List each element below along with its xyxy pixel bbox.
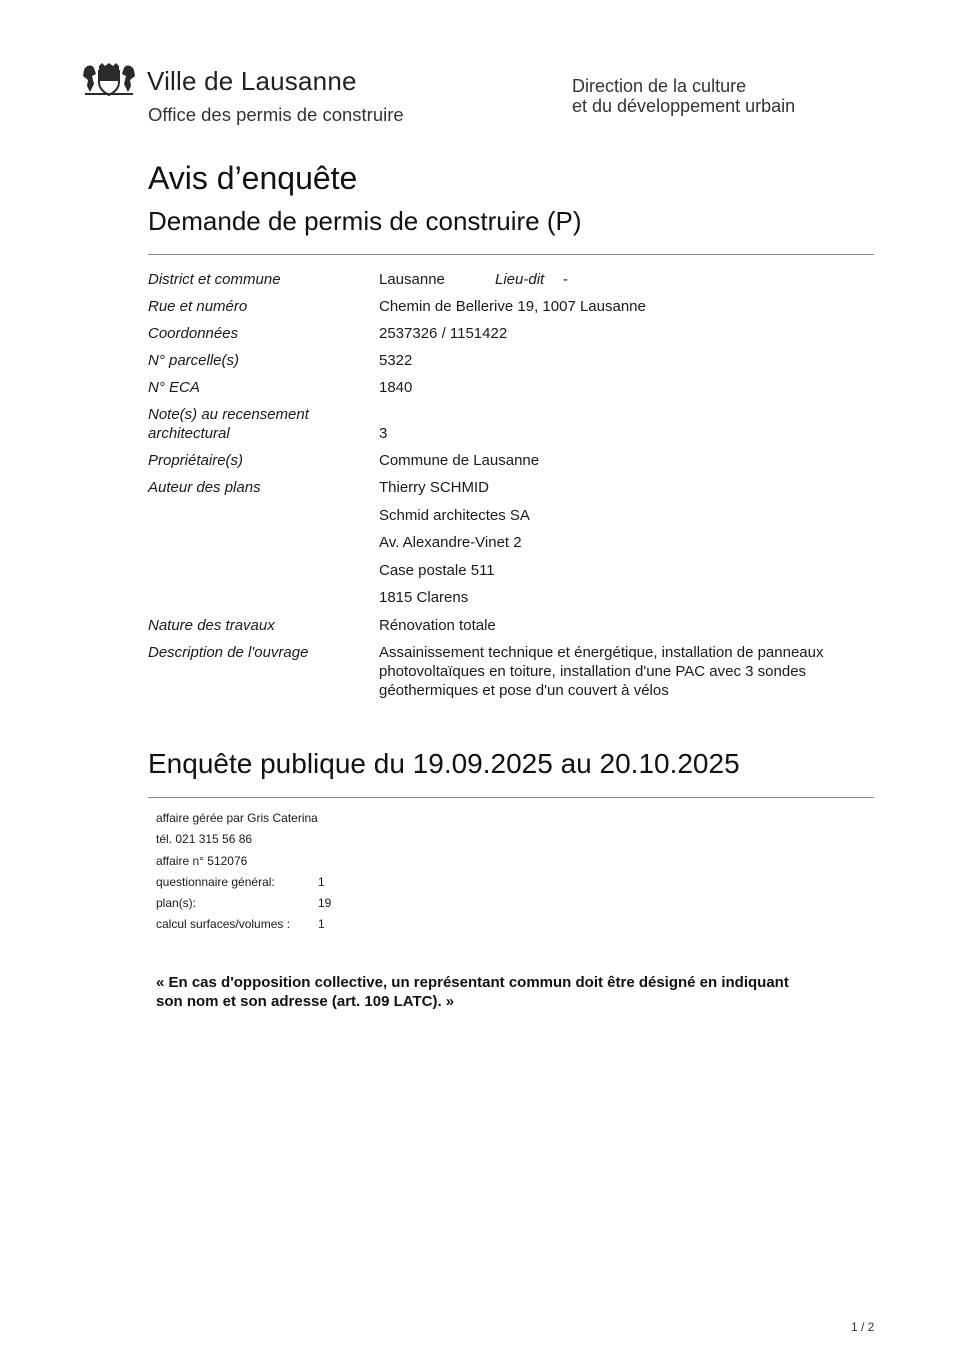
detail-row-street <box>148 297 878 324</box>
detail-row-author <box>148 478 878 616</box>
detail-row-parcel <box>148 351 878 378</box>
project-details <box>148 270 878 703</box>
phone: tél. 021 315 56 86 <box>156 832 253 847</box>
description-line: photovoltaïques en toiture, installation d'une PAC avec 3 sondes <box>379 663 807 680</box>
detail-label: Propriétaire(s) <box>148 452 244 469</box>
detail-value: 5322 <box>379 352 413 369</box>
admin-item-label: questionnaire général: <box>156 874 275 889</box>
detail-value: 3 <box>379 425 388 442</box>
detail-value <box>379 478 879 616</box>
detail-value <box>379 270 879 289</box>
description-line: géothermiques et pose d'un couvert à vélos <box>379 682 669 699</box>
description-line: Assainissement technique et énergétique, installation de panneaux <box>379 644 824 661</box>
admin-item-value: 1 <box>318 917 325 932</box>
department-line-2: et du développement urbain <box>572 96 796 116</box>
divider <box>148 254 874 255</box>
office-name: Office des permis de construire <box>148 104 404 125</box>
case-number: affaire n° 512076 <box>156 853 248 868</box>
author-line: Av. Alexandre-Vinet 2 <box>379 534 522 551</box>
admin-item-label: calcul surfaces/volumes : <box>156 917 291 932</box>
author-line: Thierry SCHMID <box>379 479 490 496</box>
detail-value: Rénovation totale <box>379 617 496 634</box>
detail-label-line: Note(s) au recensement <box>148 406 309 423</box>
detail-value: Commune de Lausanne <box>379 452 540 469</box>
detail-label: Nature des travaux <box>148 617 275 634</box>
lieu-dit-label: Lieu-dit <box>495 271 545 288</box>
divider <box>148 797 874 798</box>
managed-by: affaire gérée par Gris Caterina <box>156 811 318 825</box>
detail-label-line: architectural <box>148 425 230 442</box>
detail-value: 1840 <box>379 379 413 396</box>
detail-row-recensement <box>148 405 878 451</box>
detail-row-nature <box>148 616 878 643</box>
detail-row-description <box>148 643 878 703</box>
detail-label: Coordonnées <box>148 325 239 342</box>
department-line-1: Direction de la culture <box>572 76 747 96</box>
detail-value: Chemin de Bellerive 19, 1007 Lausanne <box>379 298 646 315</box>
admin-item-label: plan(s): <box>156 896 197 911</box>
admin-item-value: 1 <box>318 874 325 889</box>
notice-line: « En cas d'opposition collective, un représentant commun doit être désigné en indiquant <box>156 974 789 991</box>
detail-row-district <box>148 270 878 297</box>
author-line: 1815 Clarens <box>379 589 469 606</box>
detail-label <box>148 405 368 443</box>
detail-row-coordinates <box>148 324 878 351</box>
detail-label: Rue et numéro <box>148 298 248 315</box>
detail-row-eca <box>148 378 878 405</box>
detail-value <box>379 643 879 700</box>
author-line: Case postale 511 <box>379 561 495 579</box>
detail-label: Auteur des plans <box>148 479 261 496</box>
detail-row-owner <box>148 451 878 478</box>
enquete-heading: Enquête publique du 19.09.2025 au 20.10.2025 <box>148 748 740 779</box>
organization-name: Ville de Lausanne <box>147 66 357 96</box>
document-subtitle: Demande de permis de construire (P) <box>148 206 582 236</box>
detail-value: 2537326 / 1151422 <box>379 325 508 342</box>
notice-line: son nom et son adresse (art. 109 LATC). » <box>156 993 455 1010</box>
document-title: Avis d’enquête <box>148 160 358 196</box>
detail-label: N° ECA <box>148 379 200 396</box>
district-value: Lausanne <box>379 271 445 288</box>
department-name <box>572 76 795 116</box>
lieu-dit-value: - <box>563 271 568 288</box>
detail-label: N° parcelle(s) <box>148 352 240 369</box>
admin-item-value: 19 <box>318 896 332 911</box>
page-number: 1 / 2 <box>851 1320 875 1334</box>
detail-label: District et commune <box>148 271 281 288</box>
detail-label: Description de l'ouvrage <box>148 644 309 661</box>
collective-opposition-notice <box>156 973 866 1011</box>
city-coat-of-arms-logo <box>80 62 138 96</box>
author-line: Schmid architectes SA <box>379 506 530 524</box>
